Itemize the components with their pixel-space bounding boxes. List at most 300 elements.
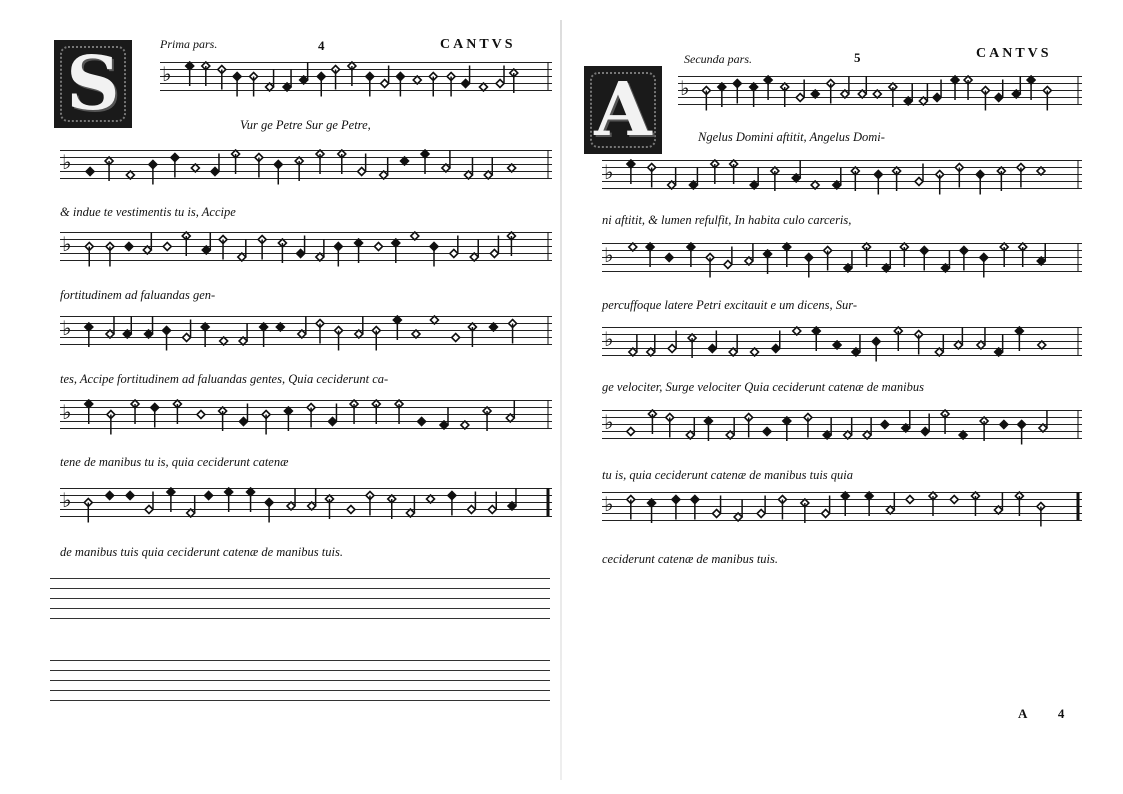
note [665, 254, 673, 262]
note [824, 247, 832, 271]
note [844, 250, 852, 272]
note [163, 243, 171, 251]
note [366, 492, 374, 516]
note [792, 160, 800, 182]
note [219, 236, 227, 260]
note [668, 331, 676, 353]
note [125, 243, 133, 251]
flat-clef-icon: ♭ [604, 412, 614, 434]
music-system [60, 488, 552, 568]
voice-label: CANTVS [440, 37, 516, 52]
music-system [60, 150, 552, 230]
note [959, 431, 967, 439]
note [266, 69, 274, 91]
note [126, 171, 134, 179]
note [85, 243, 93, 267]
music-system [160, 62, 552, 142]
note [489, 323, 497, 331]
note [145, 492, 153, 514]
note [461, 421, 469, 429]
signature-mark: A 4 [1018, 706, 1079, 721]
note [483, 407, 491, 431]
note [713, 496, 721, 518]
note [704, 417, 712, 441]
staff [602, 327, 1082, 356]
note [366, 73, 374, 97]
note [250, 73, 258, 97]
note [929, 492, 937, 516]
note [757, 496, 765, 518]
note [107, 411, 115, 435]
note [1027, 76, 1035, 100]
note [393, 316, 401, 340]
note [648, 410, 656, 434]
note [863, 417, 871, 439]
note [994, 492, 1002, 514]
initial-letter: A [594, 67, 652, 153]
note [672, 496, 680, 520]
part-label: Secunda pars. [684, 52, 752, 66]
note [920, 247, 928, 271]
staff [60, 232, 552, 261]
staff [60, 400, 552, 429]
note [308, 488, 316, 510]
note [648, 499, 656, 523]
note [297, 236, 305, 258]
note [430, 316, 438, 324]
note [1000, 421, 1008, 429]
note [401, 157, 409, 165]
note [793, 327, 801, 335]
note [507, 232, 515, 256]
flat-clef-icon: ♭ [604, 245, 614, 267]
staff [602, 160, 1082, 189]
staff [602, 243, 1082, 272]
music-system [602, 327, 1082, 407]
note [287, 488, 295, 510]
lyric-line: fortitudinem ad faluandas gen- [60, 288, 216, 302]
note [915, 164, 923, 186]
note [902, 410, 910, 432]
note [805, 254, 813, 278]
notes [60, 316, 552, 356]
note [106, 316, 114, 338]
note [448, 492, 456, 516]
note [933, 80, 941, 102]
note [328, 404, 336, 426]
note [745, 414, 753, 438]
note [764, 76, 772, 100]
note [225, 488, 233, 512]
note [395, 400, 403, 424]
note [718, 83, 726, 107]
note [467, 492, 475, 514]
lyric-line: tes, Accipe fortitudinem ad faluandas gentes, Quia ceciderunt ca- [60, 372, 389, 386]
note [745, 243, 753, 265]
note [865, 492, 873, 516]
note [247, 488, 255, 512]
initial-letter: S [66, 41, 120, 127]
note [872, 338, 880, 362]
music-system [60, 232, 552, 312]
note [468, 323, 476, 347]
note [307, 404, 315, 428]
note [1043, 87, 1051, 111]
note [442, 150, 450, 172]
note [812, 327, 820, 351]
note [173, 400, 181, 424]
note [919, 83, 927, 105]
note [186, 62, 194, 86]
staff [160, 62, 552, 91]
note [334, 243, 342, 267]
note [629, 334, 637, 356]
note [1019, 243, 1027, 267]
note [355, 239, 363, 263]
note [462, 66, 470, 88]
note [171, 154, 179, 178]
note [627, 428, 635, 436]
note [255, 154, 263, 178]
note [997, 167, 1005, 191]
note [338, 150, 346, 174]
part-label: Prima pars. [160, 37, 218, 51]
note [284, 407, 292, 431]
notes [602, 327, 1082, 367]
flat-clef-icon: ♭ [162, 64, 172, 86]
note [470, 239, 478, 261]
staff [602, 410, 1082, 439]
note [440, 407, 448, 429]
flat-clef-icon: ♭ [680, 78, 690, 100]
lyric-line: tu is, quia ceciderunt catenæ de manibus tuis quia [602, 468, 854, 482]
note [380, 157, 388, 179]
note [276, 323, 284, 331]
note [1038, 341, 1046, 349]
note [429, 73, 437, 97]
note [1017, 164, 1025, 188]
note [347, 506, 355, 514]
lyric-line: percuffoque latere Petri excitauit e um dicens, Sur- [602, 298, 857, 312]
note [202, 62, 210, 86]
note [295, 157, 303, 181]
note [724, 247, 732, 269]
flat-clef-icon: ♭ [62, 234, 72, 256]
note [726, 417, 734, 439]
note [733, 80, 741, 104]
note [781, 83, 789, 107]
note [372, 400, 380, 424]
note [827, 80, 835, 104]
notes [602, 492, 1082, 532]
note [191, 164, 199, 172]
music-system [602, 410, 1082, 490]
note [858, 76, 866, 98]
note [232, 150, 240, 174]
note [841, 76, 849, 98]
note [430, 243, 438, 267]
note [452, 334, 460, 342]
music-system [602, 160, 1082, 240]
lyric-line: ge velociter, Surge velociter Quia ceciderunt catenæ de manibus [602, 380, 925, 394]
lyric-line: ni aftitit, & lumen refulfit, In habita culo carceris, [602, 213, 852, 227]
note [751, 348, 759, 356]
note [260, 323, 268, 347]
note [421, 150, 429, 174]
lyric-line: Ngelus Domini aftitit, Angelus Domi- [698, 130, 885, 144]
note [921, 414, 929, 436]
flat-clef-icon: ♭ [62, 318, 72, 340]
note [106, 243, 114, 267]
note [85, 323, 93, 347]
note [1037, 243, 1045, 265]
note [686, 417, 694, 439]
music-system [602, 243, 1082, 323]
note [201, 323, 209, 347]
note [771, 167, 779, 191]
lyric-line: & indue te vestimentis tu is, Accipe [60, 205, 236, 219]
note [763, 428, 771, 436]
note [904, 83, 912, 105]
music-system [602, 492, 1082, 572]
note [392, 239, 400, 263]
note [734, 499, 742, 521]
flat-clef-icon: ♭ [604, 162, 614, 184]
note [936, 171, 944, 195]
note [479, 83, 487, 91]
music-system [678, 76, 1082, 156]
note [796, 80, 804, 102]
note [750, 83, 758, 107]
note [935, 334, 943, 356]
note [980, 417, 988, 441]
flat-clef-icon: ♭ [604, 329, 614, 351]
note [964, 76, 972, 100]
note [783, 243, 791, 267]
staff [602, 492, 1082, 521]
note [509, 320, 517, 344]
note [510, 69, 518, 93]
note [265, 499, 273, 523]
note [955, 164, 963, 188]
notes [60, 400, 552, 440]
note [915, 331, 923, 355]
note [332, 66, 340, 90]
note [187, 495, 195, 517]
note [86, 168, 94, 176]
page-number: 5 [854, 50, 861, 65]
note [976, 171, 984, 195]
note [893, 167, 901, 191]
note [729, 334, 737, 356]
note [764, 250, 772, 274]
note [1012, 76, 1020, 98]
note [316, 150, 324, 174]
notes [60, 488, 552, 528]
note [262, 411, 270, 435]
note [811, 181, 819, 189]
note [239, 323, 247, 345]
right-page [562, 0, 1123, 794]
note [852, 334, 860, 356]
note [490, 236, 498, 258]
decorated-initial-a [584, 66, 662, 154]
note [183, 320, 191, 342]
note [335, 327, 343, 351]
note [706, 254, 714, 278]
note [801, 499, 809, 523]
note [906, 496, 914, 504]
note [900, 243, 908, 267]
note [881, 421, 889, 429]
music-system [60, 316, 552, 396]
note [484, 157, 492, 179]
note [426, 495, 434, 503]
note [647, 334, 655, 356]
note [882, 250, 890, 272]
note [298, 316, 306, 338]
note [981, 87, 989, 111]
note [508, 164, 516, 172]
notes [678, 76, 1082, 116]
empty-staff [50, 660, 550, 702]
note [274, 161, 282, 185]
note [841, 492, 849, 516]
note [85, 400, 93, 424]
note [750, 167, 758, 189]
flat-clef-icon: ♭ [604, 494, 614, 516]
note [418, 418, 426, 426]
note [396, 73, 404, 97]
lyric-line: Vur ge Petre Sur ge Petre, [240, 118, 371, 132]
lyric-line: de manibus tuis quia ceciderunt catenæ de manibus tuis. [60, 545, 343, 559]
note [960, 247, 968, 271]
note [126, 492, 134, 500]
staff [60, 488, 552, 517]
note [388, 495, 396, 519]
note [283, 69, 291, 91]
note [412, 330, 420, 338]
note [863, 243, 871, 267]
note [496, 66, 504, 88]
note [317, 73, 325, 97]
notes [602, 410, 1082, 450]
note [666, 414, 674, 438]
note [977, 327, 985, 349]
note [833, 341, 841, 349]
note [355, 316, 363, 338]
note [145, 316, 153, 338]
note [258, 236, 266, 260]
note [205, 492, 213, 500]
note [687, 243, 695, 267]
note [372, 327, 380, 351]
note [238, 239, 246, 261]
note [844, 417, 852, 439]
notes [602, 243, 1082, 283]
note [411, 232, 419, 240]
note [143, 232, 151, 254]
note [1015, 327, 1023, 351]
note [951, 76, 959, 100]
note [822, 496, 830, 518]
note [105, 157, 113, 181]
note [218, 66, 226, 90]
staff [60, 150, 552, 179]
note [894, 327, 902, 351]
note [691, 496, 699, 520]
note [708, 331, 716, 353]
note [197, 411, 205, 419]
note [300, 62, 308, 84]
note [450, 236, 458, 258]
note [278, 239, 286, 263]
note [783, 417, 791, 441]
note [941, 250, 949, 272]
note [689, 167, 697, 189]
note [772, 331, 780, 353]
note [980, 254, 988, 278]
note [381, 66, 389, 88]
note [239, 404, 247, 426]
page-number: 4 [318, 38, 325, 53]
note [131, 400, 139, 424]
note [889, 83, 897, 107]
note [316, 320, 324, 344]
note [646, 243, 654, 267]
notes [160, 62, 552, 102]
note [1018, 421, 1026, 445]
note [488, 492, 496, 514]
note [325, 495, 333, 519]
flat-clef-icon: ♭ [62, 402, 72, 424]
notes [60, 150, 552, 190]
note [873, 90, 881, 98]
note [688, 334, 696, 358]
note [1015, 492, 1023, 516]
note [941, 410, 949, 434]
staff [678, 76, 1082, 105]
note [886, 492, 894, 514]
note [316, 239, 324, 261]
staff [60, 316, 552, 345]
note [219, 407, 227, 431]
note [648, 164, 656, 188]
note [702, 87, 710, 111]
note [1037, 167, 1045, 175]
note [123, 316, 131, 338]
music-system [60, 400, 552, 480]
note [851, 167, 859, 191]
voice-label: CANTVS [976, 46, 1052, 61]
note [163, 327, 171, 351]
note [627, 496, 635, 520]
note [823, 417, 831, 439]
empty-staff [50, 578, 550, 620]
note [506, 400, 514, 422]
note [106, 492, 114, 500]
note [711, 160, 719, 184]
lyric-line: ceciderunt catenæ de manibus tuis. [602, 552, 779, 566]
note [149, 161, 157, 185]
note [804, 414, 812, 438]
note [995, 80, 1003, 102]
note [84, 499, 92, 523]
note [954, 327, 962, 349]
flat-clef-icon: ♭ [62, 152, 72, 174]
flat-clef-icon: ♭ [62, 490, 72, 512]
note [950, 496, 958, 504]
